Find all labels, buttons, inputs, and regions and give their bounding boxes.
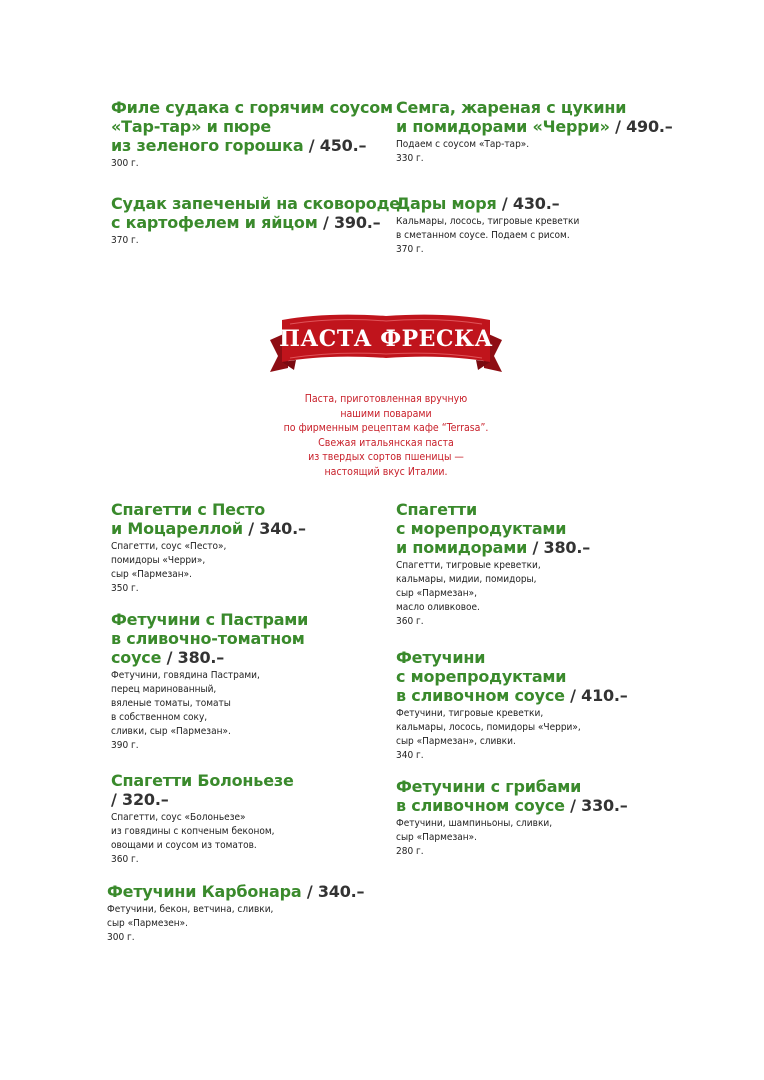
dish-price: / 340.– (301, 882, 365, 901)
dish-price: / 380.– (161, 648, 225, 667)
dish-price: / 450.– (303, 136, 367, 155)
menu-item-fettuccine-carbonara (107, 882, 364, 945)
dish-title: Фетучини с грибами в сливочном соусе / 330.– (396, 777, 628, 815)
dish-description: Фетучини, бекон, ветчина, сливки, сыр «Пармезен». 300 г. (107, 904, 274, 943)
dish-title: Спагетти Болоньезе / 320.– (111, 771, 294, 809)
dish-price: / 490.– (609, 117, 673, 136)
dish-price: / 390.– (317, 213, 381, 232)
dish-title: Спагетти с морепродуктами и помидорами / 380.– (396, 500, 591, 557)
dish-description: Спагетти, тигровые креветки, кальмары, мидии, помидоры, сыр «Пармезан», масло оливковое. 360 г. (396, 560, 541, 627)
dish-title: Филе судака с горячим соусом «Тар-тар» и пюре из зеленого горошка / 450.– (111, 98, 393, 155)
dish-description: 300 г. (111, 158, 139, 169)
dish-price: / 330.– (564, 796, 628, 815)
dish-price: / 320.– (111, 790, 169, 809)
banner-title: ПАСТА ФРЕСКА (279, 326, 493, 352)
dish-description: Спагетти, соус «Песто», помидоры «Черри», сыр «Пармезан». 350 г. (111, 541, 227, 594)
menu-item-baked-pikeperch (111, 194, 400, 248)
menu-item-spaghetti-seafood (396, 500, 590, 629)
menu-item-fettuccine-seafood (396, 648, 628, 763)
menu-item-seafood (396, 194, 579, 257)
dish-title: Фетучини с морепродуктами в сливочном соусе / 410.– (396, 648, 628, 705)
dish-title: Семга, жареная с цукини и помидорами «Черри» / 490.– (396, 98, 673, 136)
menu-item-spaghetti-pesto (111, 500, 306, 596)
dish-title: Судак запеченый на сковороде с картофелем и яйцом / 390.– (111, 194, 400, 232)
dish-description: Кальмары, лосось, тигровые креветки в сметанном соусе. Подаем с рисом. 370 г. (396, 216, 580, 255)
menu-item-salmon-zucchini (396, 98, 673, 166)
dish-price: / 340.– (242, 519, 306, 538)
dish-price: / 410.– (564, 686, 628, 705)
section-banner-pasta (266, 310, 506, 382)
dish-description: Фетучини, тигровые креветки, кальмары, лосось, помидоры «Черри», сыр «Пармезан», сливки. 340 г. (396, 708, 581, 761)
dish-description: Фетучини, шампиньоны, сливки, сыр «Пармезан». 280 г. (396, 818, 553, 857)
menu-item-fettuccine-pastrami (111, 610, 308, 753)
menu-item-pikeperch-fillet (111, 98, 393, 171)
dish-description: 370 г. (111, 235, 139, 246)
dish-price: / 380.– (527, 538, 591, 557)
dish-title: Дары моря / 430.– (396, 194, 560, 213)
dish-title: Спагетти с Песто и Моцареллой / 340.– (111, 500, 306, 538)
dish-title: Фетучини с Пастрами в сливочно-томатном соусе / 380.– (111, 610, 309, 667)
dish-title: Фетучини Карбонара / 340.– (107, 882, 365, 901)
menu-item-fettuccine-mushrooms (396, 777, 628, 859)
dish-price: / 430.– (496, 194, 560, 213)
dish-description: Спагетти, соус «Болоньезе» из говядины с копченым беконом, овощами и соусом из томатов. 360 г. (111, 812, 275, 865)
menu-item-spaghetti-bolognese (111, 771, 294, 867)
pasta-intro-text: Паста, приготовленная вручную нашими поварами по фирменным рецептам кафе “Terrasa”. Свежая итальянская паста из твердых сортов пшеницы — настоящий вкус Италии. (283, 393, 489, 478)
dish-description: Фетучини, говядина Пастрами, перец маринованный, вяленые томаты, томаты в собственном соку, сливки, сыр «Пармезан». 390 г. (111, 670, 260, 751)
dish-description: Подаем с соусом «Тар-тар». 330 г. (396, 139, 530, 164)
